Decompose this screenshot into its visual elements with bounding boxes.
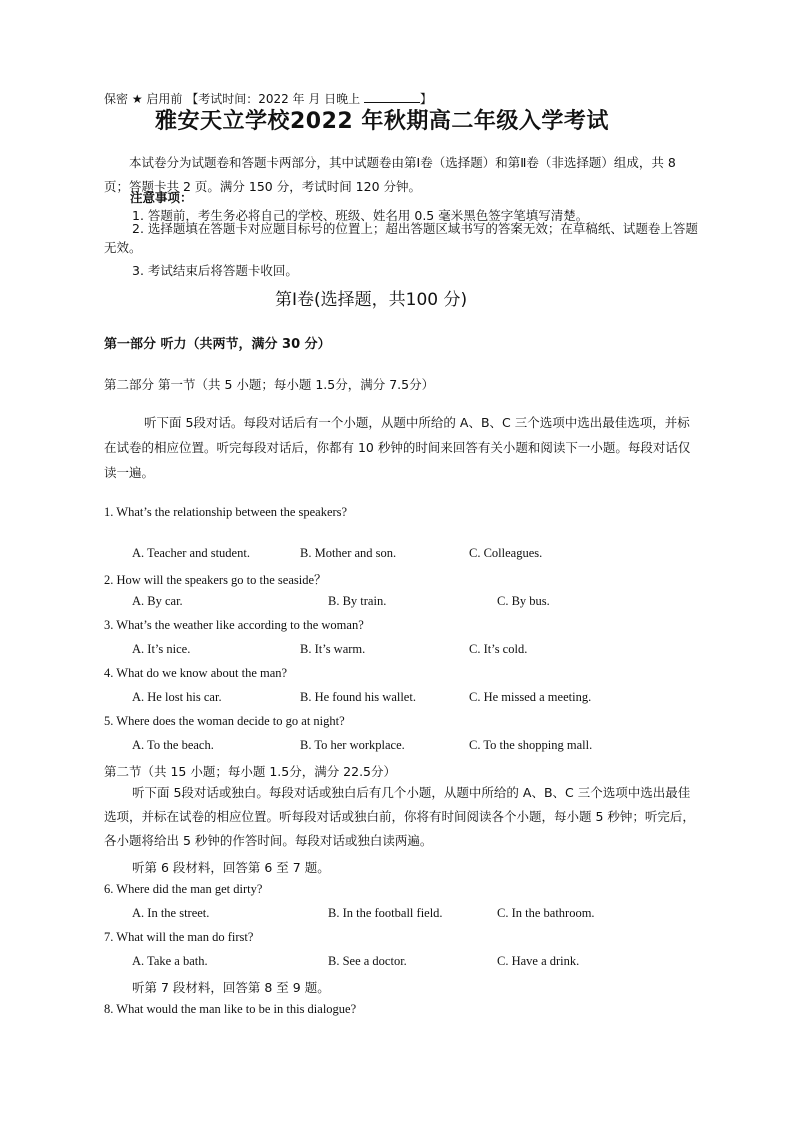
q2-option-a: A. By car. — [132, 594, 183, 608]
confidential-text: 保密 ★ 启用前 【考试时间：2022 年 月 日晚上 — [104, 92, 361, 106]
q6-option-a: A. In the street. — [132, 906, 210, 920]
q1-option-a: A. Teacher and student. — [132, 546, 250, 560]
question-1: 1. What’s the relationship between the speakers? — [104, 505, 348, 519]
intro-paragraph: 本试卷分为试题卷和答题卡两部分，其中试题卷由第Ⅰ卷（选择题）和第Ⅱ卷（非选择题）组成，共 8 页；答题卡共 2 页。满分 150 分，考试时间 120 分钟。 — [104, 155, 676, 194]
note-1: 1. 答题前，考生务必将自己的学校、班级、姓名用 0.5 毫米黑色签字笔填写清楚。 — [132, 208, 589, 223]
q3-option-b: B. It’s warm. — [300, 642, 366, 656]
question-4: 4. What do we know about the man? — [104, 666, 288, 680]
q1-option-b: B. Mother and son. — [300, 546, 397, 560]
q7-option-a: A. Take a bath. — [132, 954, 208, 968]
q4-option-b: B. He found his wallet. — [300, 690, 416, 704]
q4-option-c: C. He missed a meeting. — [469, 690, 592, 704]
q5-option-c: C. To the shopping mall. — [469, 738, 593, 752]
q2-option-c: C. By bus. — [497, 594, 550, 608]
q5-option-b: B. To her workplace. — [300, 738, 405, 752]
q7-option-b: B. See a doctor. — [328, 954, 407, 968]
q5-option-a: A. To the beach. — [132, 738, 214, 752]
question-2: 2. How will the speakers go to the seaside？ — [104, 573, 327, 587]
volume-1-title: 第Ⅰ卷(选择题，共100 分) — [275, 290, 468, 310]
material-6-note: 听第 6 段材料，回答第 6 至 7 题。 — [132, 860, 330, 875]
q2-option-b: B. By train. — [328, 594, 387, 608]
q7-option-c: C. Have a drink. — [497, 954, 580, 968]
q6-option-c: C. In the bathroom. — [497, 906, 595, 920]
part-1-title: 第一部分 听力（共两节，满分 30 分） — [104, 337, 331, 352]
bracket-close: 】 — [420, 92, 433, 106]
q3-option-c: C. It’s cold. — [469, 642, 528, 656]
q1-option-c: C. Colleagues. — [469, 546, 543, 560]
question-7: 7. What will the man do first? — [104, 930, 254, 944]
question-3: 3. What’s the weather like according to the woman? — [104, 618, 364, 632]
section-2-instructions: 听下面 5段对话或独白。每段对话或独白后有几个小题，从题中所给的 A、B、C 三个选项中选出最佳选项，并标在试卷的相应位置。听每段对话或独白前，你将有时间阅读各个小题，每小题 5 秒钟；听完后，各小题将给出 5 秒钟的作答时间。每段对话或独白读两遍。 — [104, 785, 695, 848]
section-1-title: 第二部分 第一节（共 5 小题；每小题 1.5分，满分 7.5分） — [104, 377, 435, 392]
question-8: 8. What would the man like to be in this dialogue? — [104, 1002, 357, 1016]
section-2-title: 第二节（共 15 小题；每小题 1.5分，满分 22.5分） — [104, 764, 397, 779]
blank-line — [364, 92, 420, 103]
note-2: 2. 选择题填在答题卡对应题目标号的位置上；超出答题区域书写的答案无效；在草稿纸、试题卷上答题无效。 — [104, 221, 698, 255]
q4-option-a: A. He lost his car. — [132, 690, 222, 704]
q6-option-b: B. In the football field. — [328, 906, 443, 920]
q3-option-a: A. It’s nice. — [132, 642, 191, 656]
question-6: 6. Where did the man get dirty? — [104, 882, 263, 896]
question-5: 5. Where does the woman decide to go at night? — [104, 714, 345, 728]
notice-title: 注意事项： — [130, 190, 193, 205]
material-7-note: 听第 7 段材料，回答第 8 至 9 题。 — [132, 980, 330, 995]
section-1-instructions: 听下面 5段对话。每段对话后有一个小题，从题中所给的 A、B、C 三个选项中选出最佳选项，并标在试卷的相应位置。听完每段对话后，你都有 10 秒钟的时间来回答有关小题和阅读下一小题。每段对话仅读一遍。 — [104, 415, 691, 480]
exam-title: 雅安天立学校2022 年秋期高二年级入学考试 — [155, 109, 609, 134]
note-3: 3. 考试结束后将答题卡收回。 — [132, 263, 298, 278]
